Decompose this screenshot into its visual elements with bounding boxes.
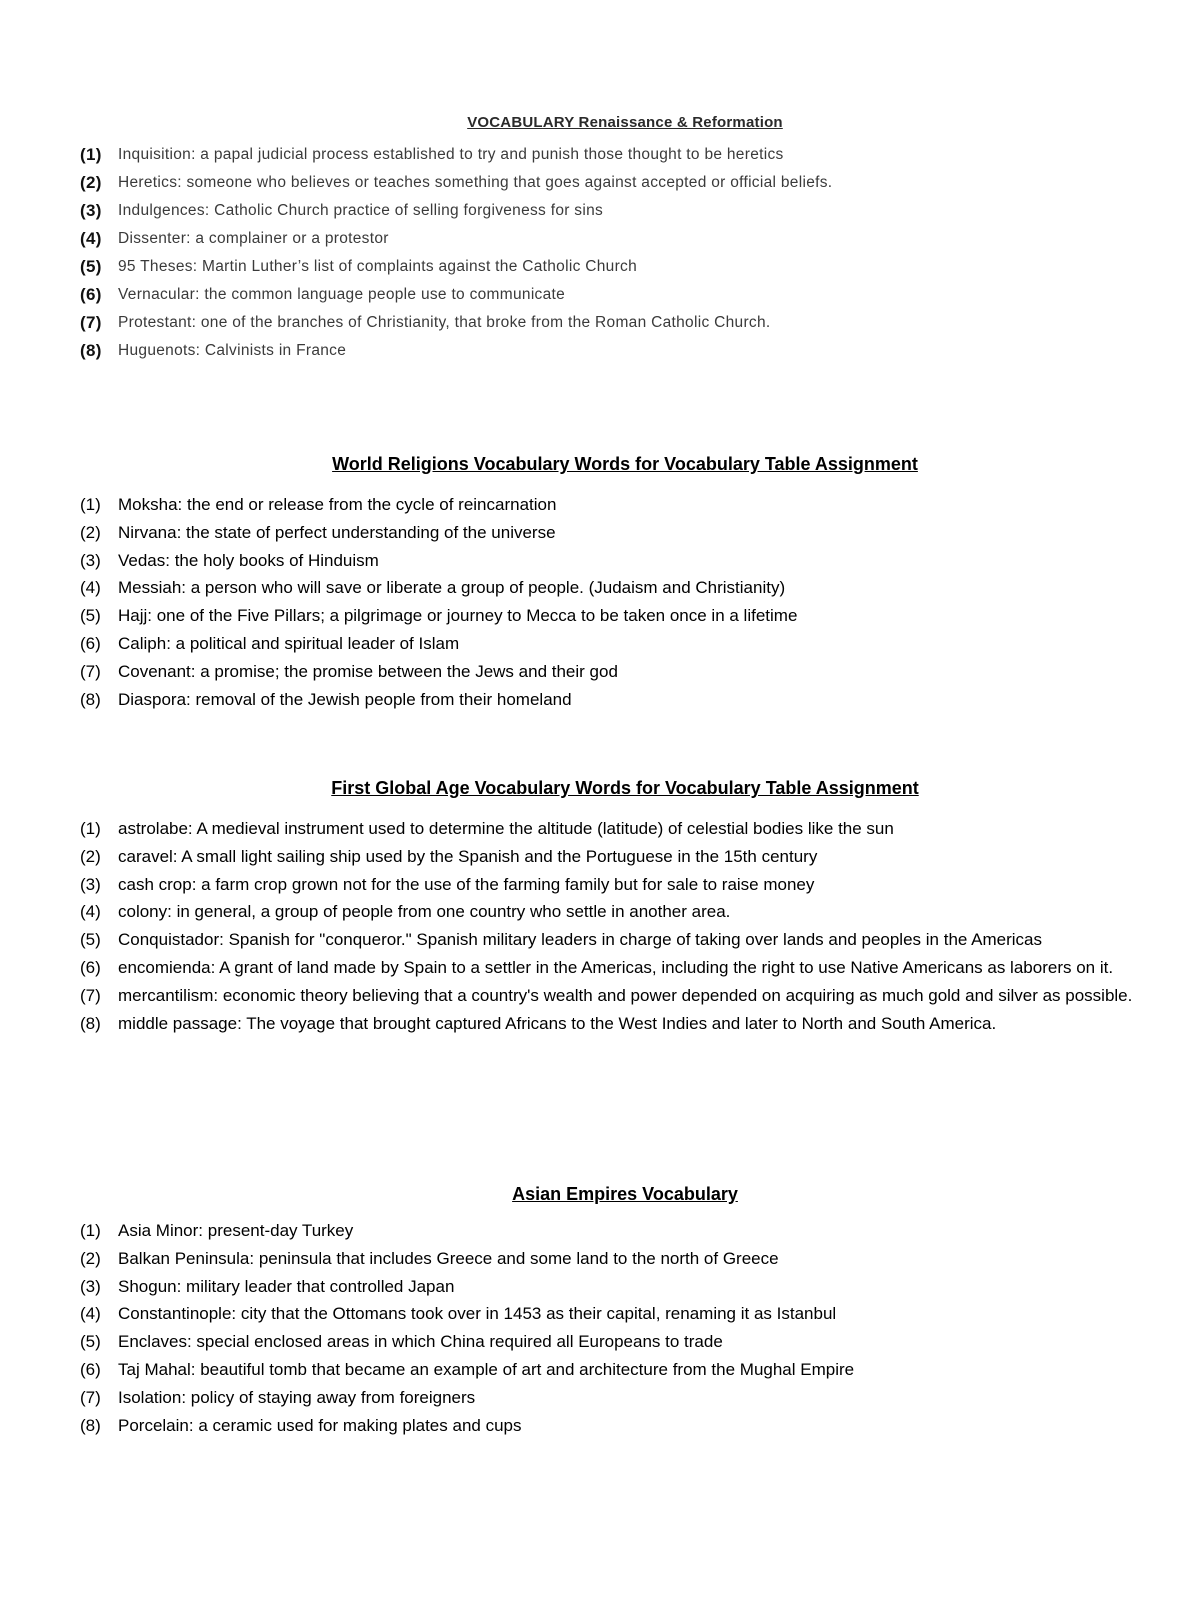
item-number: (1) — [80, 145, 102, 164]
list-item — [80, 341, 1170, 361]
item-text: astrolabe: A medieval instrument used to determine the altitude (latitude) of celestial bodies like the sun — [118, 819, 894, 838]
item-text: cash crop: a farm crop grown not for the use of the farming family but for sale to raise money — [118, 874, 815, 894]
item-text: Isolation: policy of staying away from foreigners — [118, 1387, 476, 1407]
item-text: Balkan Peninsula: peninsula that includes Greece and some land to the north of Greece — [118, 1248, 779, 1268]
vocabulary-list — [80, 815, 1170, 1037]
list-item — [80, 519, 1170, 547]
item-number: (7) — [80, 313, 102, 332]
list-item — [80, 871, 1170, 899]
item-text: Caliph: a political and spiritual leader of Islam — [118, 633, 460, 653]
item-text: Dissenter: a complainer or a protestor — [118, 230, 389, 247]
item-text: Constantinople: city that the Ottomans took over in 1453 as their capital, renaming it as Istanbul — [118, 1304, 837, 1324]
list-item — [80, 547, 1170, 575]
list-item — [80, 1217, 1170, 1245]
item-text: Shogun: military leader that controlled Japan — [118, 1276, 455, 1296]
item-number: (1) — [80, 819, 101, 838]
list-item — [80, 926, 1170, 954]
list-item — [80, 686, 1170, 714]
list-item — [80, 574, 1170, 602]
list-item — [80, 285, 1170, 305]
item-text: Covenant: a promise; the promise between the Jews and their god — [118, 661, 618, 681]
world-religions-section — [80, 454, 1170, 713]
item-number: (7) — [80, 1387, 101, 1407]
list-item — [80, 1300, 1170, 1328]
list-item — [80, 898, 1170, 926]
item-text: mercantilism: economic theory believing that a country's wealth and power depended on acquiring as much gold and silver as possible. — [118, 985, 1133, 1005]
item-number: (3) — [80, 874, 101, 894]
item-text: caravel: A small light sailing ship used by the Spanish and the Portuguese in the 15th century — [118, 846, 818, 866]
item-number: (4) — [80, 902, 101, 922]
item-text: Vedas: the holy books of Hinduism — [118, 550, 379, 570]
item-number: (7) — [80, 985, 101, 1005]
item-number: (6) — [80, 957, 101, 977]
item-text: Inquisition: a papal judicial process established to try and punish those thought to be heretics — [118, 146, 784, 163]
list-item — [80, 1384, 1170, 1412]
item-text: Indulgences: Catholic Church practice of selling forgiveness for sins — [118, 202, 604, 219]
item-number: (3) — [80, 1276, 101, 1296]
item-text: Huguenots: Calvinists in France — [118, 342, 347, 359]
section-heading: First Global Age Vocabulary Words for Vocabulary Table Assignment — [331, 778, 919, 798]
first-global-age-section — [80, 778, 1170, 1037]
list-item — [80, 1412, 1170, 1440]
item-number: (3) — [80, 201, 102, 220]
list-item — [80, 173, 1170, 193]
item-number: (2) — [80, 522, 101, 542]
item-number: (2) — [80, 1248, 101, 1268]
item-text: Protestant: one of the branches of Christianity, that broke from the Roman Catholic Church. — [118, 314, 771, 331]
item-text: Porcelain: a ceramic used for making plates and cups — [118, 1415, 522, 1435]
item-text: Asia Minor: present-day Turkey — [118, 1221, 354, 1240]
item-text: Moksha: the end or release from the cycle of reincarnation — [118, 495, 557, 514]
item-number: (4) — [80, 578, 101, 598]
list-item — [80, 1010, 1170, 1038]
vocabulary-list — [80, 1217, 1170, 1439]
item-text: encomienda: A grant of land made by Spain to a settler in the Americas, including the right to use Native Americans as laborers on it. — [118, 957, 1114, 977]
item-number: (1) — [80, 495, 101, 514]
item-text: Hajj: one of the Five Pillars; a pilgrimage or journey to Mecca to be taken once in a lifetime — [118, 606, 798, 626]
item-number: (7) — [80, 661, 101, 681]
section-heading: VOCABULARY Renaissance & Reformation — [467, 114, 783, 131]
asian-empires-section — [80, 1184, 1170, 1439]
list-item — [80, 229, 1170, 249]
item-number: (1) — [80, 1221, 101, 1240]
section-heading: Asian Empires Vocabulary — [512, 1184, 738, 1204]
item-text: colony: in general, a group of people from one country who settle in another area. — [118, 902, 731, 922]
item-text: Diaspora: removal of the Jewish people from their homeland — [118, 689, 572, 709]
list-item — [80, 954, 1170, 982]
list-item — [80, 815, 1170, 843]
item-number: (8) — [80, 689, 101, 709]
list-item — [80, 843, 1170, 871]
list-item — [80, 658, 1170, 686]
item-number: (3) — [80, 550, 101, 570]
vocabulary-list — [80, 145, 1170, 361]
item-number: (5) — [80, 1332, 101, 1352]
item-text: Vernacular: the common language people use to communicate — [118, 286, 566, 303]
item-number: (4) — [80, 1304, 101, 1324]
item-text: Heretics: someone who believes or teaches something that goes against accepted or official beliefs. — [118, 174, 833, 191]
list-item — [80, 602, 1170, 630]
item-number: (6) — [80, 285, 102, 304]
item-number: (5) — [80, 257, 102, 276]
list-item — [80, 982, 1170, 1010]
item-number: (6) — [80, 633, 101, 653]
list-item — [80, 491, 1170, 519]
list-item — [80, 1273, 1170, 1301]
list-item — [80, 630, 1170, 658]
vocabulary-list — [80, 491, 1170, 713]
list-item — [80, 1245, 1170, 1273]
item-text: middle passage: The voyage that brought captured Africans to the West Indies and later to North and South America. — [118, 1013, 997, 1033]
item-number: (5) — [80, 606, 101, 626]
list-item — [80, 201, 1170, 221]
list-item — [80, 1356, 1170, 1384]
list-item — [80, 145, 1170, 165]
item-text: Conquistador: Spanish for "conqueror." Spanish military leaders in charge of taking over lands and peoples in the Americas — [118, 930, 1042, 950]
item-number: (8) — [80, 1013, 101, 1033]
item-text: Taj Mahal: beautiful tomb that became an example of art and architecture from the Mughal Empire — [118, 1359, 855, 1379]
item-number: (5) — [80, 930, 101, 950]
item-text: Enclaves: special enclosed areas in which China required all Europeans to trade — [118, 1332, 723, 1352]
item-text: Messiah: a person who will save or liberate a group of people. (Judaism and Christianity) — [118, 578, 786, 598]
item-number: (6) — [80, 1359, 101, 1379]
item-number: (2) — [80, 846, 101, 866]
list-item — [80, 257, 1170, 277]
renaissance-reformation-section — [80, 114, 1170, 369]
item-number: (4) — [80, 229, 102, 248]
item-text: Nirvana: the state of perfect understanding of the universe — [118, 522, 556, 542]
list-item — [80, 1328, 1170, 1356]
item-number: (8) — [80, 1415, 101, 1435]
item-text: 95 Theses: Martin Luther’s list of complaints against the Catholic Church — [118, 258, 638, 275]
item-number: (2) — [80, 173, 102, 192]
item-number: (8) — [80, 341, 102, 360]
list-item — [80, 313, 1170, 333]
section-heading: World Religions Vocabulary Words for Vocabulary Table Assignment — [332, 454, 918, 474]
